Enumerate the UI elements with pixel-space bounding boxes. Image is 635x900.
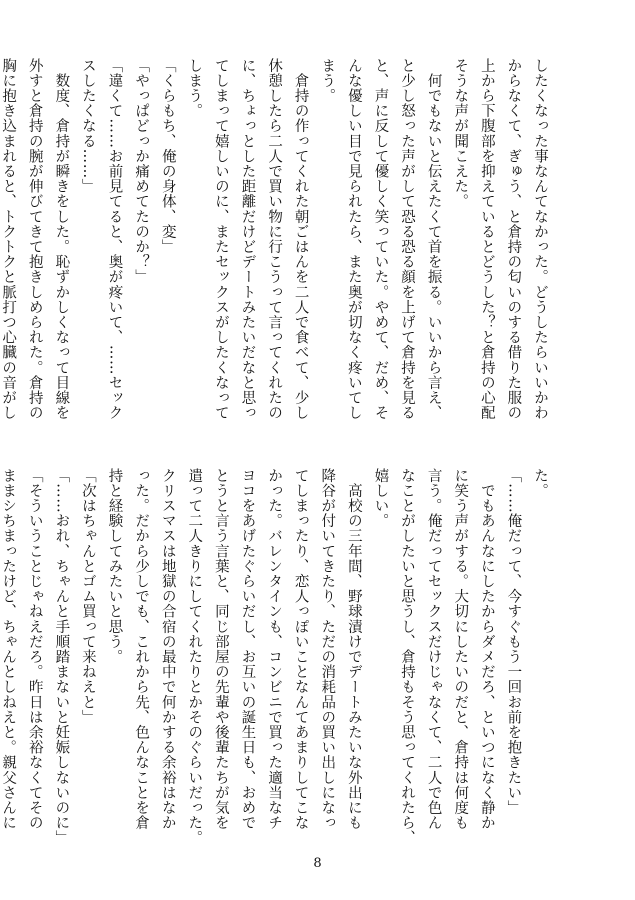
text-line: 持と経験してみたいと思う。 [106, 468, 123, 665]
text-line: 倉持の作ってくれた朝ごはんを二人で食べて、少し [292, 58, 309, 421]
text-line: 「くらもち、俺の身体、変」 [159, 58, 176, 255]
text-line: まう。 [319, 58, 336, 104]
text-line: った。だから少しでも、これから先、色んなことを倉 [133, 468, 150, 831]
text-line: 休憩したら二人で買い物に行こうって言ってくれたの [266, 58, 283, 421]
text-line: に、ちょっとした距離だけどデートみたいだなと思っ [239, 58, 256, 421]
text-line: とうと言う言葉と、同じ部屋の先輩や後輩たちが気を [212, 468, 229, 831]
text-line: かった。バレンタインも、コンビニで買った適当なチ [266, 468, 283, 831]
text-line: ままシちまったけど、ちゃんとしねえと。親父さんに [0, 468, 17, 831]
lower-text-block [0, 468, 553, 846]
text-line: 外すと倉持の腕が伸びてきて抱きしめられた。倉持の [26, 58, 43, 421]
text-line: 胸に抱き込まれると、トクトクと脈打つ心臓の音がし [0, 58, 17, 421]
text-line: 「……俺だって、今すぐもう一回お前を抱きたい」 [505, 468, 522, 816]
text-line: と少し怒った声がして恐る恐る顔を上げて倉持を見る [399, 58, 416, 421]
text-line: 「そういうことじゃねえだろ。昨日は余裕なくてその [26, 468, 43, 831]
text-line: しまう。 [186, 58, 203, 119]
upper-text-block [0, 58, 553, 428]
text-line: 上から下腹部を抑えているとどうした？と倉持の心配 [478, 58, 495, 421]
text-line: 高校の三年間、野球漬けでデートみたいな外出にも [345, 468, 362, 831]
text-line: ヨコをあげたぐらいだし、お互いの誕生日も、おめで [239, 468, 256, 831]
text-line: したくなった事なんてなかった。どうしたらいいかわ [532, 58, 548, 421]
text-line: 「……おれ、ちゃんと手順踏まないと妊娠しないのに」 [53, 468, 70, 846]
text-line: てしまったり、恋人っぽいことなんてあまりしてこな [292, 468, 309, 831]
text-line: そうな声が聞こえた。 [452, 58, 469, 209]
text-line: んな優しい目で見られたら、また奥が切なく疼いてし [345, 58, 362, 421]
text-line: クリスマスは地獄の合宿の最中で何かする余裕はなか [159, 468, 176, 831]
text-line: 「次はちゃんとゴム買って来ねえと」 [79, 468, 96, 725]
page-number: 8 [313, 856, 322, 871]
text-line: スしたくなる……」 [79, 58, 96, 194]
text-line: 降谷が付いてきたり、ただの消耗品の買い出しになっ [319, 468, 336, 831]
text-line: た。 [532, 468, 548, 499]
text-line: 遣って二人きりにしてくれたりとかそのぐらいだった。 [186, 468, 203, 846]
text-line: でもあんなにしたからダメだろ、といつになく静か [478, 468, 495, 831]
text-line: に笑う声がする。大切にしたいのだと、倉持は何度も [452, 468, 469, 831]
text-line: 嬉しい。 [372, 468, 389, 529]
text-line: 数度、倉持が瞬きをした。恥ずかしくなって目線を [53, 58, 70, 421]
text-line: からなくて、ぎゅう、と倉持の匂いのする借りた服の [505, 58, 522, 421]
text-line: 何でもないと伝えたくて首を振る。いいから言え、 [425, 58, 442, 421]
text-line: なことがしたいと思うし、倉持もそう思ってくれたら、 [399, 468, 416, 846]
text-line: と、声に反して優しく笑っていた。やめて、だめ、そ [372, 58, 389, 421]
text-line: 言う。俺だってセックスだけじゃなくて、二人で色ん [425, 468, 442, 831]
text-line: てしまって嬉しいのに、またセックスがしたくなって [212, 58, 229, 421]
text-line: 「違くて……お前見てると、奥が疼いて、……セック [106, 58, 123, 421]
text-line: 「やっぱどっか痛めてたのか？」 [133, 58, 150, 285]
